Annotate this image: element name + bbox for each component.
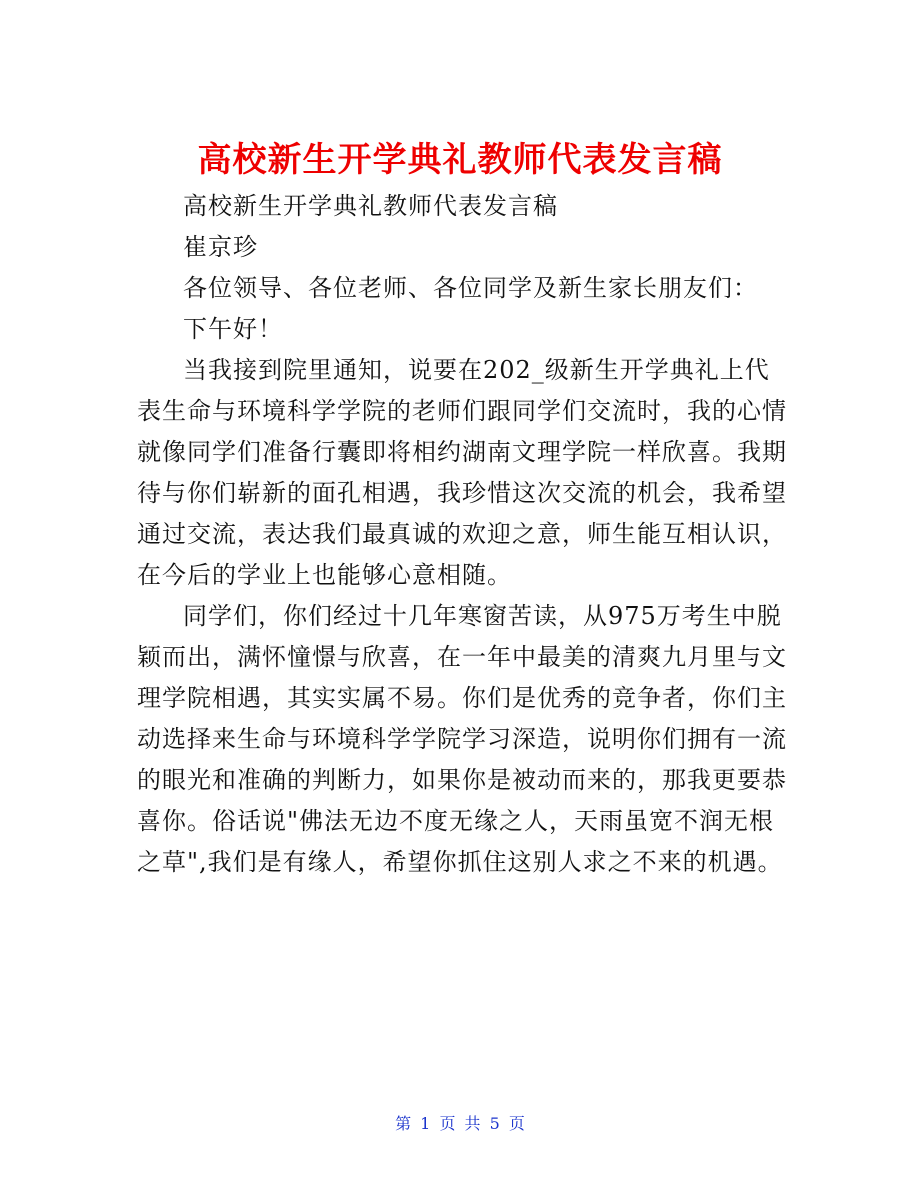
greeting-paragraph: 下午好！ (183, 315, 283, 343)
subtitle-paragraph: 高校新生开学典礼教师代表发言稿 (183, 192, 558, 220)
document-title: 高校新生开学典礼教师代表发言稿 (197, 139, 723, 180)
author-paragraph: 崔京珍 (183, 233, 258, 261)
body-paragraph: 同学们，你们经过十几年寒窗苦读，从975万考生中脱颖而出，满怀憧憬与欣喜，在一年中最美的清爽九月里与文理学院相遇，其实实属不易。你们是优秀的竞争者，你们主动选择来生命与环境科学学院学习深造，说明你们拥有一流的眼光和准确的判断力，如果你是被动而来的，那我更要恭喜你。俗话说"佛法无边不度无缘之人，天雨虽宽不润无根之草",我们是有缘人，希望你抓住这别人求之不来的机遇。 (137, 602, 787, 876)
document-body (137, 186, 787, 883)
salutation-paragraph: 各位领导、各位老师、各位同学及新生家长朋友们： (183, 274, 758, 302)
body-paragraph: 当我接到院里通知，说要在202_级新生开学典礼上代表生命与环境科学学院的老师们跟同学们交流时，我的心情就像同学们准备行囊即将相约湖南文理学院一样欣喜。我期待与你们崭新的面孔相遇，我珍惜这次交流的机会，我希望通过交流，表达我们最真诚的欢迎之意，师生能互相认识，在今后的学业上也能够心意相随。 (137, 356, 787, 589)
page-number-footer: 第 1 页 共 5 页 (395, 1114, 525, 1133)
